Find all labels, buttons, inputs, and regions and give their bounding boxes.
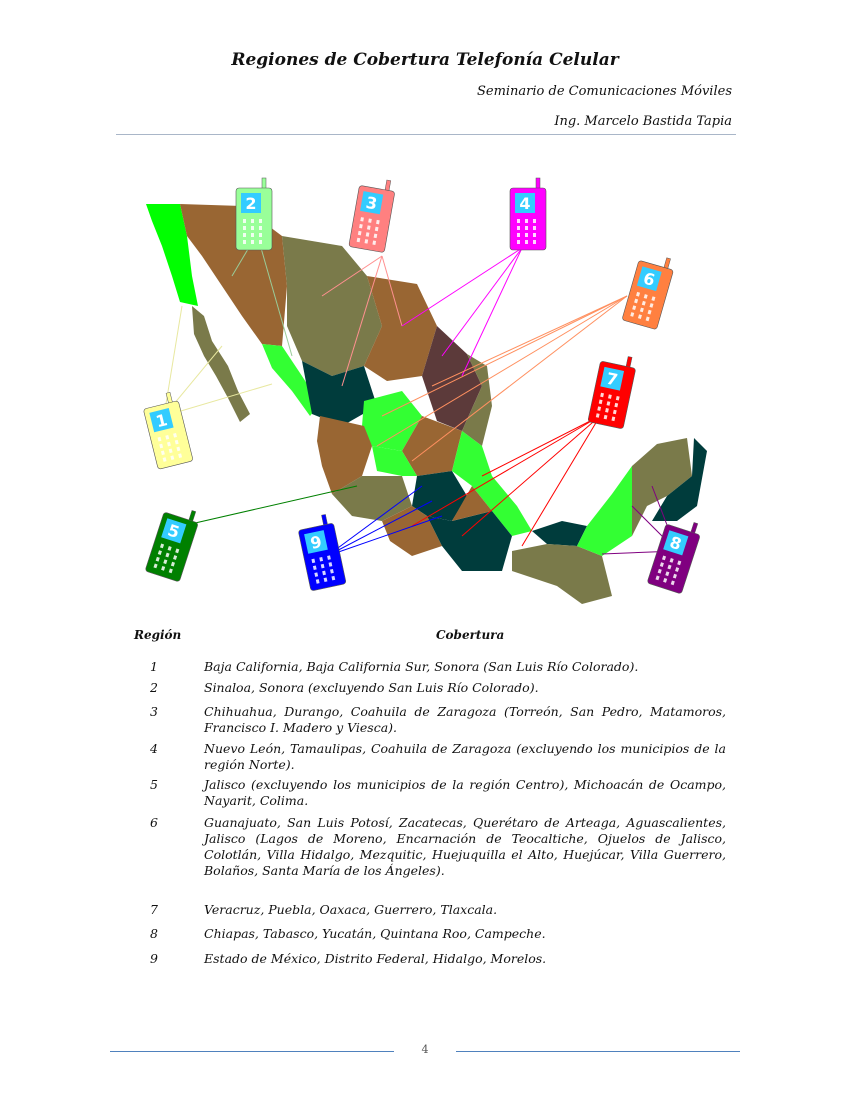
region-8-campeche xyxy=(577,466,632,556)
phone-number-label: 8 xyxy=(667,532,684,555)
phone-key xyxy=(251,240,254,244)
phone-key xyxy=(243,226,246,230)
phone-key xyxy=(259,240,262,244)
phone-marker-9 xyxy=(296,513,346,591)
region-coverage: Estado de México, Distrito Federal, Hidalgo, Morelos. xyxy=(204,951,547,966)
phone-number-label: 9 xyxy=(308,531,324,553)
phone-key xyxy=(259,226,262,230)
footer-rule-left xyxy=(110,1051,394,1052)
author-subtitle: Ing. Marcelo Bastida Tapia xyxy=(554,114,732,129)
phone-key xyxy=(517,233,520,237)
seminar-subtitle: Seminario de Comunicaciones Móviles xyxy=(476,84,732,99)
phone-key xyxy=(251,233,254,237)
phone-key xyxy=(517,240,520,244)
region-coverage: Sinaloa, Sonora (excluyendo San Luis Río Colorado). xyxy=(204,680,539,695)
page-title: Regiones de Cobertura Telefonía Celular xyxy=(231,50,619,70)
column-header-coverage: Cobertura xyxy=(436,628,505,642)
phone-marker-8 xyxy=(647,514,703,594)
phone-key xyxy=(525,226,528,230)
region-number: 7 xyxy=(150,902,158,917)
phone-marker-7 xyxy=(588,351,638,429)
region-number: 5 xyxy=(150,777,158,792)
phone-key xyxy=(533,233,536,237)
phone-number-label: 2 xyxy=(245,194,257,213)
region-coverage: Chihuahua, Durango, Coahuila de Zaragoza (Torreón, San Pedro, Matamoros, Francisco I. Madero y Viesca). xyxy=(204,704,726,735)
region-coverage: Guanajuato, San Luis Potosí, Zacatecas, Querétaro de Arteaga, Aguascalientes, Jalisco (Lagos de Moreno, Encarnación de Teocaltiche, Ojuelos de Jalisco, Colotlán, Villa Hidalgo, Mezquitic, Huejuquilla el Alto, Huejúcar, Villa Guerrero, Bolaños, Santa María de los Ángeles). xyxy=(204,815,726,878)
column-header-region: Región xyxy=(134,628,182,642)
phone-number-label: 4 xyxy=(519,194,531,213)
coverage-map xyxy=(132,176,718,606)
phone-marker-3 xyxy=(349,176,397,253)
phone-key xyxy=(251,219,254,223)
footer-rule-right xyxy=(456,1051,740,1052)
region-1-baja-sur xyxy=(192,306,250,422)
phone-number-label: 7 xyxy=(604,368,620,390)
phone-marker-4 xyxy=(510,178,546,250)
phone-key xyxy=(525,233,528,237)
phone-key xyxy=(259,233,262,237)
phone-key xyxy=(525,240,528,244)
phone-marker-5 xyxy=(145,502,201,582)
phone-number-label: 1 xyxy=(153,410,170,432)
region-coverage: Jalisco (excluyendo los municipios de la región Centro), Michoacán de Ocampo, Nayarit, Colima. xyxy=(204,777,726,808)
phone-key xyxy=(251,226,254,230)
phone-key xyxy=(243,233,246,237)
phone-marker-1 xyxy=(141,391,193,470)
region-number: 9 xyxy=(150,951,158,966)
phone-key xyxy=(533,240,536,244)
phone-number-label: 3 xyxy=(364,192,379,214)
phone-key xyxy=(243,240,246,244)
region-number: 8 xyxy=(150,926,158,941)
phone-key xyxy=(243,219,246,223)
region-number: 2 xyxy=(150,680,158,695)
region-number: 4 xyxy=(150,741,158,756)
phone-key xyxy=(517,219,520,223)
region-coverage: Baja California, Baja California Sur, Sonora (San Luis Río Colorado). xyxy=(204,659,639,674)
phone-key xyxy=(533,219,536,223)
phone-marker-6 xyxy=(622,251,676,330)
phone-key xyxy=(259,219,262,223)
region-number: 6 xyxy=(150,815,158,830)
region-coverage: Chiapas, Tabasco, Yucatán, Quintana Roo, Campeche. xyxy=(204,926,546,941)
page-number: 4 xyxy=(421,1043,429,1056)
phone-number-label: 6 xyxy=(641,268,658,290)
region-number: 1 xyxy=(150,659,158,674)
phone-marker-2 xyxy=(236,178,272,250)
region-coverage: Veracruz, Puebla, Oaxaca, Guerrero, Tlaxcala. xyxy=(204,902,498,917)
header-rule xyxy=(116,134,736,135)
phone-key xyxy=(525,219,528,223)
phone-key xyxy=(533,226,536,230)
phone-key xyxy=(517,226,520,230)
region-8-tabasco xyxy=(532,521,587,546)
phone-number-label: 5 xyxy=(165,520,182,543)
region-number: 3 xyxy=(150,704,158,719)
region-coverage: Nuevo León, Tamaulipas, Coahuila de Zaragoza (excluyendo los municipios de la región Norte). xyxy=(204,741,726,772)
